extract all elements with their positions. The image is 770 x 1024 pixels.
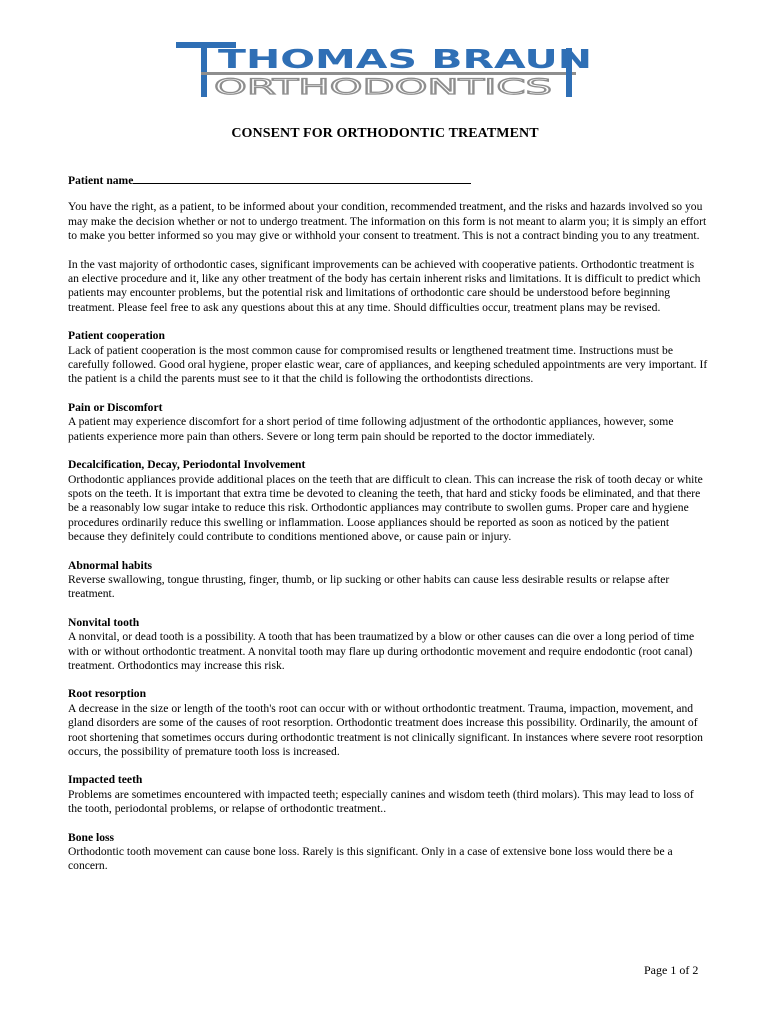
section-body: Lack of patient cooperation is the most common cause for compromised results or lengthened treatment time. Instructions must be carefully followed. Good oral hygiene, proper elastic wear, care of appliances, and keeping scheduled appointments are very important. If the patient is a child the parents must see to it that the child is following the orthodontists directions. [68,343,708,386]
consent-body [68,173,708,888]
section-heading: Pain or Discomfort [68,400,163,414]
patient-name-label: Patient name [68,174,134,187]
section-heading: Nonvital tooth [68,615,140,629]
section-decalcification [68,458,708,544]
section-impacted-teeth [68,773,708,816]
section-body: A nonvital, or dead tooth is a possibility. A tooth that has been traumatized by a blow or other causes can die over a long period of time with or without orthodontic treatment. A nonvital tooth may flare up during orthodontic movement and require endodontic (root canal) treatment. Orthodontics may increase this risk. [68,630,695,672]
page-number: Page 1 of 2 [644,963,699,977]
section-body: Orthodontic tooth movement can cause bone loss. Rarely is this significant. Only in a case of extensive bone loss would there be a concern. [68,845,673,873]
intro-paragraph-1: You have the right, as a patient, to be informed about your condition, recommended treatment, and the risks and hazards involved so you may make the decision whether or not to undergo treatment. The information on this form is not meant to alarm you; it is simply an effort to make you better informed so you may give or withhold your consent to treatment. This is not a contract binding you to any treatment. [68,200,707,243]
section-patient-cooperation [68,329,708,387]
logo-t-stem [201,42,207,97]
section-heading: Decalcification, Decay, Periodontal Involvement [68,458,306,472]
section-body: Orthodontic appliances provide additional places on the teeth that are difficult to clean. This can increase the risk of tooth decay or white spots on the teeth. It is important that extra time be devoted to cleaning the teeth, that hard and sticky foods be eliminated, and that there be a reasonably low sugar intake to reduce this risk. Orthodontic appliances may contribute to swollen gums. Proper care and hygiene procedures ordinarily reduce this swelling or inflammation. Loose appliances should be reported as soon as noticed by the patient because they definitely could contribute to conditions mentioned above, or cause pain or injury. [68,472,703,544]
logo-subtitle: ORTHODONTICS [214,75,552,99]
section-bone-loss [68,831,708,874]
document-title: CONSENT FOR ORTHODONTIC TREATMENT [231,126,539,141]
section-heading: Root resorption [68,687,147,701]
intro-paragraph-2: In the vast majority of orthodontic cases, significant improvements can be achieved with cooperative patients. Orthodontic treatment is an elective procedure and it, like any other treatment of the body has certain inherent risks and limitations. It is difficult to predict which patients may encounter problems, but the potential risk and limitations of orthodontic care should be understood before beginning treatment. Please feel free to ask any questions about this at any time. Should difficulties occur, treatment plans may be revised. [68,257,701,314]
section-nonvital-tooth [68,616,708,674]
thomas-braun-orthodontics-logo [174,38,598,100]
section-body: Reverse swallowing, tongue thrusting, finger, thumb, or lip sucking or other habits can cause less desirable results or relapse after treatment. [68,572,670,601]
section-abnormal-habits [68,559,708,602]
section-body: A patient may experience discomfort for a short period of time following adjustment of the orthodontic appliances, however, some patients experience more pain than others. Severe or long term pain should be reported to the doctor immediately. [68,415,674,443]
logo-name: THOMAS BRAUN [218,45,592,75]
section-pain-discomfort [68,401,708,444]
section-heading: Impacted teeth [68,773,143,787]
section-root-resorption [68,687,708,759]
patient-name-field[interactable] [133,173,471,184]
section-heading: Abnormal habits [68,558,153,572]
section-body: Problems are sometimes encountered with impacted teeth; especially canines and wisdom teeth (third molars). This may lead to loss of the tooth, periodontal problems, or relapse of orthodontic treatment.. [68,787,694,816]
section-heading: Bone loss [68,830,115,844]
section-heading: Patient cooperation [68,329,165,343]
section-body: A decrease in the size or length of the tooth's root can occur with or without orthodontic treatment. Trauma, impaction, movement, and gland disorders are some of the causes of root resorption. Orthodontic treatment does increase this possibility. Ordinarily, the amount of root shortening that sometimes occurs during orthodontic treatment is not clinically significant. In instances where severe root resorption occurs, the possibility of premature tooth loss is increased. [68,701,703,758]
patient-name-line [68,173,708,188]
